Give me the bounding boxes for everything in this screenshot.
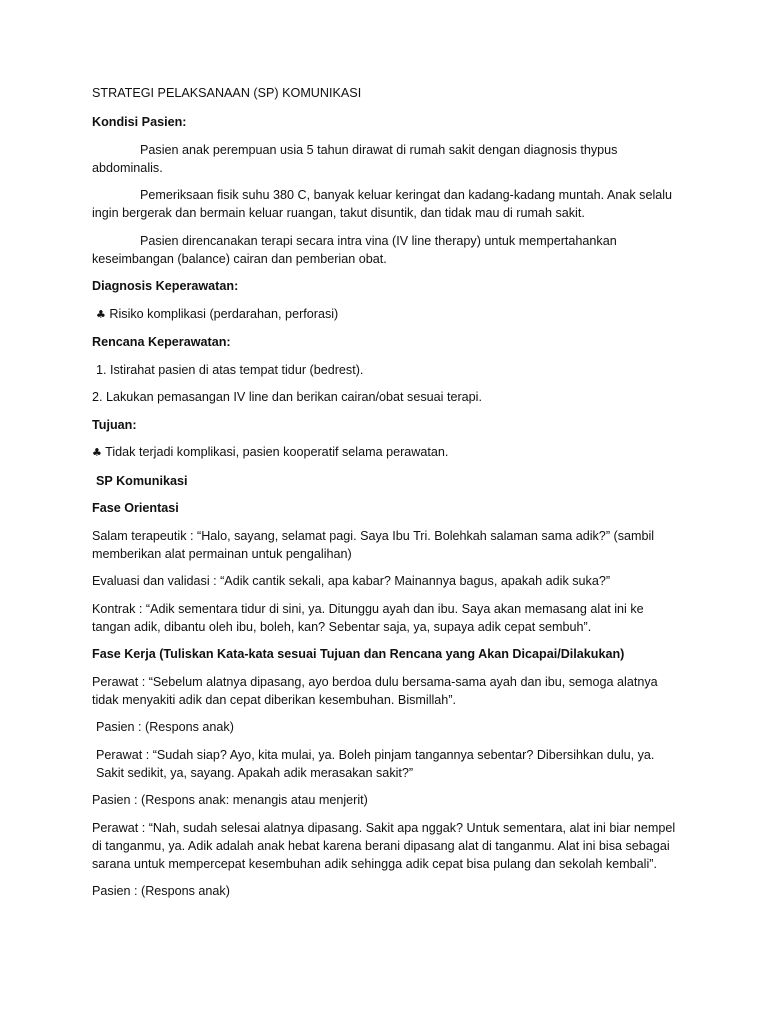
kondisi-paragraph-2: Pemeriksaan fisik suhu 380 C, banyak keluar keringat dan kadang-kadang muntah. Anak selalu ingin bergerak dan bermain keluar ruangan, takut disuntik, dan tidak mau di rumah sakit. bbox=[92, 188, 673, 220]
dialog-pasien-2: Pasien : (Respons anak: menangis atau menjerit) bbox=[92, 793, 368, 807]
sp-komunikasi-heading: SP Komunikasi bbox=[96, 473, 188, 488]
fase-orientasi-heading: Fase Orientasi bbox=[92, 501, 179, 515]
kondisi-paragraph-3: Pasien direncanakan terapi secara intra vina (IV line therapy) untuk mempertahankan keseimbangan (balance) cairan dan pemberian obat. bbox=[92, 233, 617, 266]
kondisi-heading: Kondisi Pasien: bbox=[92, 115, 187, 129]
salam-terapeutik: Salam terapeutik : “Halo, sayang, selamat pagi. Saya Ibu Tri. Bolehkah salaman sama adik?” (sambil memberikan alat permainan untuk pengalihan) bbox=[92, 528, 655, 561]
document-body bbox=[92, 84, 677, 910]
club-bullet-icon: ♣ bbox=[92, 446, 102, 459]
dialog-perawat-2: Perawat : “Sudah siap? Ayo, kita mulai, ya. Boleh pinjam tangannya sebentar? Dibersihkan dulu, ya. Sakit sedikit, ya, sayang. Apakah adik merasakan sakit?” bbox=[96, 747, 655, 780]
kondisi-paragraph-1: Pasien anak perempuan usia 5 tahun dirawat di rumah sakit dengan diagnosis thypus abdominalis. bbox=[92, 142, 618, 175]
document-title: STRATEGI PELAKSANAAN (SP) KOMUNIKASI bbox=[92, 86, 362, 100]
evaluasi-validasi: Evaluasi dan validasi : “Adik cantik sekali, apa kabar? Mainannya bagus, apakah adik suka?” bbox=[92, 574, 611, 588]
club-bullet-icon: ♣ bbox=[96, 307, 106, 321]
rencana-heading: Rencana Keperawatan: bbox=[92, 335, 231, 349]
rencana-item-2: 2. Lakukan pemasangan IV line dan berikan cairan/obat sesuai terapi. bbox=[92, 390, 482, 404]
dialog-pasien-3: Pasien : (Respons anak) bbox=[92, 884, 230, 898]
tujuan-item-text: Tidak terjadi komplikasi, pasien kooperatif selama perawatan. bbox=[105, 445, 449, 459]
dialog-perawat-3: Perawat : “Nah, sudah selesai alatnya dipasang. Sakit apa nggak? Untuk sementara, alat ini biar nempel di tanganmu, ya. Adik adalah anak hebat karena berani dipasang alat di tanganmu. Alat ini bisa sebagai sarana untuk mempercepat kesembuhan adik sehingga adik cepat bisa pulang dan sekolah kembali”. bbox=[92, 820, 676, 871]
fase-kerja-heading: Fase Kerja (Tuliskan Kata-kata sesuai Tujuan dan Rencana yang Akan Dicapai/Dilakukan) bbox=[92, 647, 625, 661]
rencana-item-1: 1. Istirahat pasien di atas tempat tidur (bedrest). bbox=[96, 362, 364, 377]
kontrak: Kontrak : “Adik sementara tidur di sini, ya. Ditunggu ayah dan ibu. Saya akan memasang alat ini ke tangan adik, dibantu oleh ibu, boleh, kan? Sebentar saja, ya, supaya adik cepat sembuh”. bbox=[92, 601, 644, 634]
dialog-pasien-1: Pasien : (Respons anak) bbox=[96, 720, 234, 734]
tujuan-heading: Tujuan: bbox=[92, 417, 137, 432]
diagnosis-item bbox=[92, 305, 677, 324]
dialog-perawat-1: Perawat : “Sebelum alatnya dipasang, ayo berdoa dulu bersama-sama ayah dan ibu, semoga alatnya tidak menyakiti adik dan cepat diberikan kesembuhan. Bismillah”. bbox=[92, 674, 658, 707]
tujuan-item bbox=[92, 443, 677, 462]
diagnosis-item-text: Risiko komplikasi (perdarahan, perforasi) bbox=[109, 306, 339, 321]
diagnosis-heading: Diagnosis Keperawatan: bbox=[92, 279, 239, 293]
